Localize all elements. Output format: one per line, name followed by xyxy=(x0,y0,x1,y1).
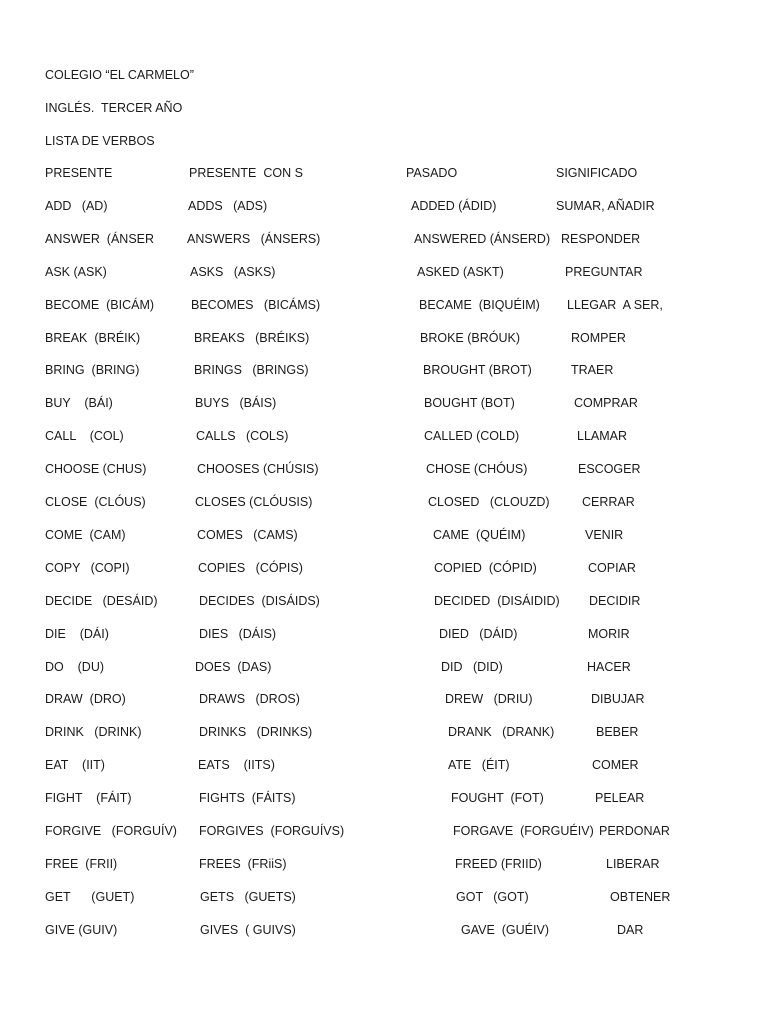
table-cell: BECAME (BIQUÉIM) xyxy=(419,298,540,312)
table-cell: DRINKS (DRINKS) xyxy=(199,725,313,739)
table-cell: PERDONAR xyxy=(599,824,670,838)
table-cell: BECOME (BICÁM) xyxy=(45,298,155,312)
table-cell: ESCOGER xyxy=(578,462,641,476)
table-cell: ADD (AD) xyxy=(45,199,108,213)
table-cell: DAR xyxy=(617,923,644,937)
table-cell: BROKE (BRÓUK) xyxy=(420,331,521,345)
table-cell: SUMAR, AÑADIR xyxy=(556,199,655,213)
table-cell: CLOSED (CLOUZD) xyxy=(428,495,550,509)
table-cell: CHOOSE (CHUS) xyxy=(45,462,147,476)
table-cell: GOT (GOT) xyxy=(456,890,529,904)
table-cell: ANSWER (ÁNSER xyxy=(45,232,155,246)
table-cell: LLAMAR xyxy=(577,429,628,443)
table-cell: BRINGS (BRINGS) xyxy=(194,363,309,377)
table-cell: TRAER xyxy=(571,363,614,377)
column-header: PRESENTE xyxy=(45,166,113,180)
table-cell: BUYS (BÁIS) xyxy=(195,396,277,410)
course-title: INGLÉS. TERCER AÑO xyxy=(45,101,183,115)
table-cell: OBTENER xyxy=(610,890,671,904)
table-cell: CALLED (COLD) xyxy=(424,429,520,443)
table-cell: DOES (DAS) xyxy=(195,660,272,674)
table-cell: ASKS (ASKS) xyxy=(190,265,276,279)
table-cell: FORGIVE (FORGUÍV) xyxy=(45,824,177,838)
table-cell: DRANK (DRANK) xyxy=(448,725,555,739)
table-cell: BOUGHT (BOT) xyxy=(424,396,515,410)
table-cell: FOUGHT (FOT) xyxy=(451,791,544,805)
column-header: SIGNIFICADO xyxy=(556,166,638,180)
table-cell: DO (DU) xyxy=(45,660,105,674)
table-cell: GIVE (GUIV) xyxy=(45,923,118,937)
table-cell: BRING (BRING) xyxy=(45,363,140,377)
column-header: PASADO xyxy=(406,166,458,180)
table-cell: GET (GUET) xyxy=(45,890,135,904)
table-cell: MORIR xyxy=(588,627,630,641)
table-cell: COPIES (CÓPIS) xyxy=(198,561,303,575)
table-cell: FORGIVES (FORGUÍVS) xyxy=(199,824,345,838)
table-cell: CERRAR xyxy=(582,495,635,509)
table-cell: FIGHTS (FÁITS) xyxy=(199,791,296,805)
table-cell: COMER xyxy=(592,758,639,772)
table-cell: CHOSE (CHÓUS) xyxy=(426,462,528,476)
table-cell: DREW (DRIU) xyxy=(445,692,533,706)
table-cell: DID (DID) xyxy=(441,660,503,674)
table-cell: PREGUNTAR xyxy=(565,265,643,279)
table-cell: FREED (FRIID) xyxy=(455,857,542,871)
table-cell: GETS (GUETS) xyxy=(200,890,296,904)
table-cell: LLEGAR A SER, xyxy=(567,298,663,312)
table-cell: LIBERAR xyxy=(606,857,660,871)
table-cell: CLOSES (CLÓUSIS) xyxy=(195,495,313,509)
table-cell: DECIDIR xyxy=(589,594,641,608)
school-name: COLEGIO “EL CARMELO” xyxy=(45,68,194,82)
table-cell: COPIAR xyxy=(588,561,636,575)
table-cell: ANSWERED (ÁNSERD) xyxy=(414,232,551,246)
table-cell: COPY (COPI) xyxy=(45,561,130,575)
table-cell: ATE (ÉIT) xyxy=(448,758,510,772)
table-cell: DECIDED (DISÁIDID) xyxy=(434,594,560,608)
table-cell: BEBER xyxy=(596,725,639,739)
list-title: LISTA DE VERBOS xyxy=(45,134,155,148)
table-cell: DECIDE (DESÁID) xyxy=(45,594,158,608)
table-cell: ROMPER xyxy=(571,331,626,345)
table-cell: PELEAR xyxy=(595,791,645,805)
table-cell: RESPONDER xyxy=(561,232,641,246)
table-cell: DIED (DÁID) xyxy=(439,627,518,641)
table-cell: CAME (QUÉIM) xyxy=(433,528,526,542)
table-cell: BREAK (BRÉIK) xyxy=(45,331,141,345)
table-cell: ADDS (ADS) xyxy=(188,199,268,213)
table-cell: BROUGHT (BROT) xyxy=(423,363,532,377)
table-cell: GAVE (GUÉIV) xyxy=(461,923,549,937)
table-cell: FIGHT (FÁIT) xyxy=(45,791,132,805)
table-cell: ASKED (ASKT) xyxy=(417,265,504,279)
table-cell: DIE (DÁI) xyxy=(45,627,109,641)
table-cell: ASK (ASK) xyxy=(45,265,107,279)
table-cell: EATS (IITS) xyxy=(198,758,275,772)
table-cell: BECOMES (BICÁMS) xyxy=(191,298,321,312)
table-cell: DRAW (DRO) xyxy=(45,692,126,706)
table-cell: CLOSE (CLÓUS) xyxy=(45,495,146,509)
table-cell: DRAWS (DROS) xyxy=(199,692,300,706)
table-cell: FREE (FRII) xyxy=(45,857,118,871)
table-cell: DIES (DÁIS) xyxy=(199,627,277,641)
table-cell: CALLS (COLS) xyxy=(196,429,289,443)
table-cell: BUY (BÁI) xyxy=(45,396,113,410)
table-cell: ANSWERS (ÁNSERS) xyxy=(187,232,321,246)
table-cell: COMES (CAMS) xyxy=(197,528,298,542)
table-cell: DECIDES (DISÁIDS) xyxy=(199,594,320,608)
table-cell: COMPRAR xyxy=(574,396,638,410)
table-cell: DIBUJAR xyxy=(591,692,645,706)
table-cell: COME (CAM) xyxy=(45,528,126,542)
table-cell: FORGAVE (FORGUÉIV) xyxy=(453,824,594,838)
table-cell: EAT (IIT) xyxy=(45,758,105,772)
table-cell: VENIR xyxy=(585,528,624,542)
column-header: PRESENTE CON S xyxy=(189,166,303,180)
table-cell: GIVES ( GUIVS) xyxy=(200,923,296,937)
table-cell: ADDED (ÁDID) xyxy=(411,199,497,213)
table-cell: BREAKS (BRÉIKS) xyxy=(194,331,310,345)
table-cell: DRINK (DRINK) xyxy=(45,725,142,739)
table-cell: CHOOSES (CHÚSIS) xyxy=(197,462,319,476)
table-cell: CALL (COL) xyxy=(45,429,124,443)
table-cell: FREES (FRiiS) xyxy=(199,857,287,871)
table-cell: COPIED (CÓPID) xyxy=(434,561,537,575)
table-cell: HACER xyxy=(587,660,631,674)
